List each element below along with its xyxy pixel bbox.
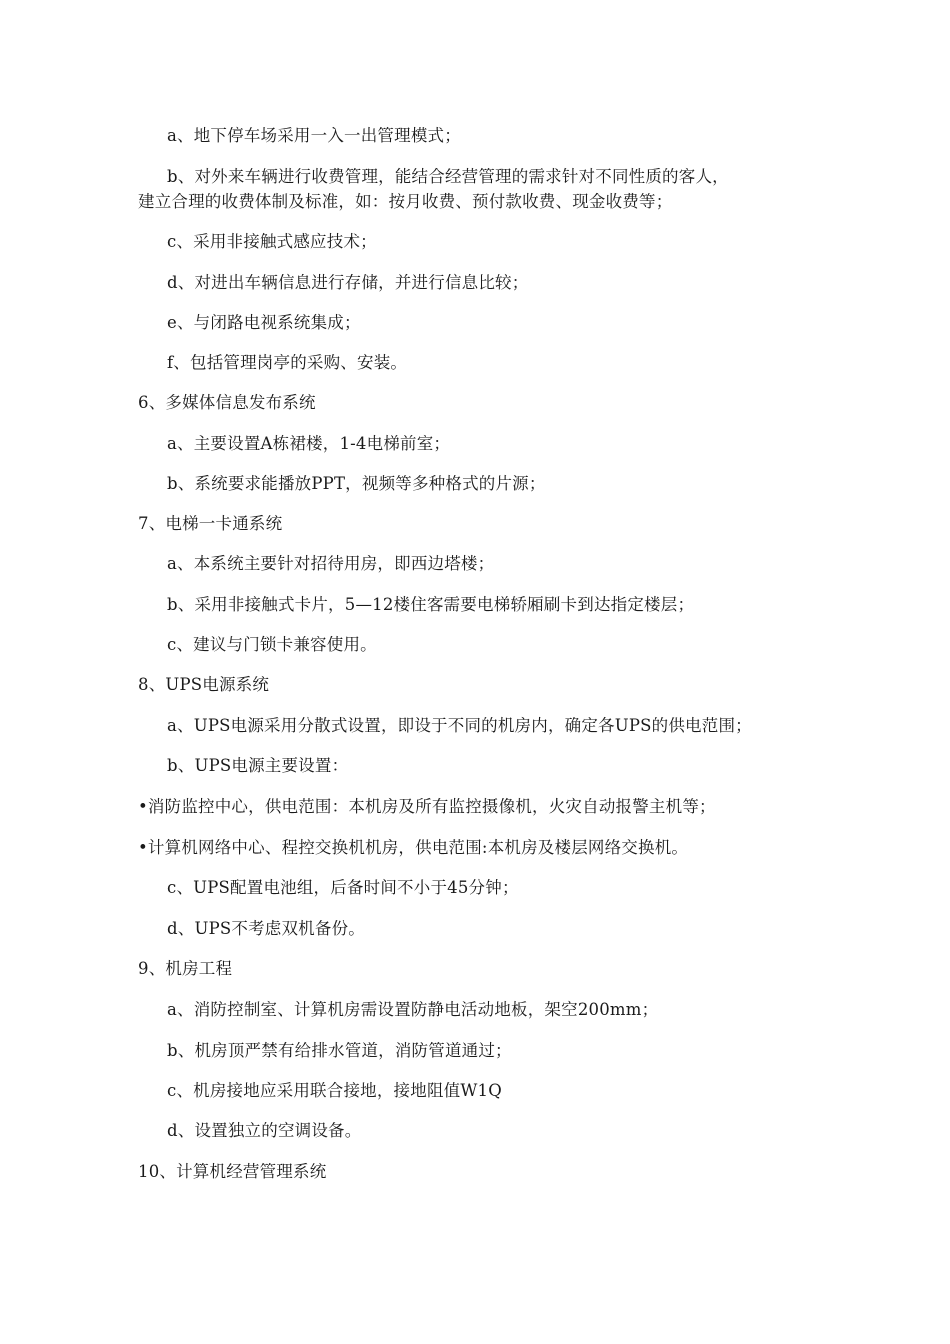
text-line: b、UPS电源主要设置： — [167, 756, 349, 775]
text-line: d、UPS不考虑双机备份。 — [167, 919, 365, 938]
section-heading: 6、多媒体信息发布系统 — [138, 393, 316, 412]
section-heading: 7、电梯一卡通系统 — [138, 514, 283, 533]
text-line: c、建议与门锁卡兼容使用。 — [167, 635, 377, 654]
text-line: d、设置独立的空调设备。 — [167, 1121, 362, 1140]
text-line: d、对进出车辆信息进行存储，并进行信息比较； — [167, 273, 529, 292]
text-line: b、采用非接触式卡片，5—12楼住客需要电梯轿厢刷卡到达指定楼层； — [167, 595, 695, 614]
text-line: b、系统要求能播放PPT，视频等多种格式的片源； — [167, 474, 546, 493]
text-line: a、地下停车场采用一入一出管理模式； — [167, 126, 461, 145]
section-heading: 9、机房工程 — [138, 959, 233, 978]
text-line: a、消防控制室、计算机房需设置防静电活动地板，架空200mm； — [167, 1000, 659, 1019]
text-line: a、本系统主要针对招待用房，即西边塔楼； — [167, 554, 495, 573]
text-line: c、UPS配置电池组，后备时间不小于45分钟； — [167, 878, 519, 897]
text-line: b、对外来车辆进行收费管理，能结合经营管理的需求针对不同性质的客人， — [167, 167, 729, 186]
text-line: b、机房顶严禁有给排水管道，消防管道通过； — [167, 1041, 512, 1060]
text-line: c、采用非接触式感应技术； — [167, 232, 377, 251]
text-line: a、UPS电源采用分散式设置，即设于不同的机房内，确定各UPS的供电范围； — [167, 716, 752, 735]
bullet-line: •消防监控中心，供电范围：本机房及所有监控摄像机，火灾自动报警主机等； — [138, 797, 716, 816]
bullet-line: •计算机网络中心、程控交换机机房，供电范围:本机房及楼层网络交换机。 — [138, 838, 689, 857]
text-line: f、包括管理岗亭的采购、安装。 — [167, 353, 408, 372]
text-line: e、与闭路电视系统集成； — [167, 313, 361, 332]
section-heading: 10、计算机经营管理系统 — [138, 1162, 327, 1181]
section-heading: 8、UPS电源系统 — [138, 675, 270, 694]
text-line: 建立合理的收费体制及标准，如：按月收费、预付款收费、现金收费等； — [138, 192, 673, 211]
text-line: a、主要设置A栋裙楼，1-4电梯前室； — [167, 434, 451, 453]
text-line: c、机房接地应采用联合接地，接地阻值W1Q — [167, 1081, 502, 1100]
